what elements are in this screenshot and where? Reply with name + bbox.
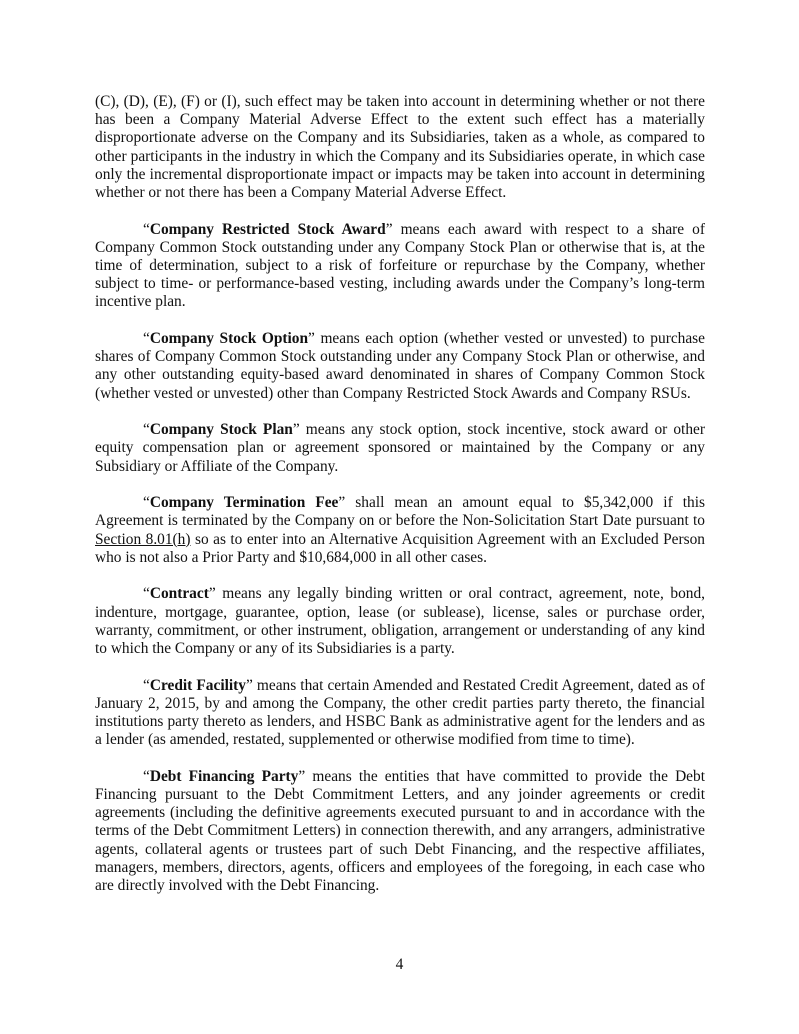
definition-body: means any legally binding written or oral contract, agreement, note, bond, indenture, mortgage, guarantee, option, lease (or sublease), license, sales or purchase order, warranty, commitment, or other instrument, obligation, arrangement or understanding of any kind to which the Company or any of its Subsidiaries is a party.	[95, 585, 705, 658]
close-quote: ”	[298, 767, 306, 785]
definition-company-stock-plan	[95, 421, 705, 476]
definition-body: means the entities that have committed to provide the Debt Financing pursuant to the Debt Commitment Letters, and any joinder agreements or credit agreements (including the definitive agreements executed pursuant to and in accordance with the terms of the Debt Commitment Letters) in connection therewith, and any arrangers, administrative agents, collateral agents or trustees part of such Debt Financing, and the respective affiliates, managers, members, directors, agents, officers and employees of the foregoing, in each case who are directly involved with the Debt Financing.	[95, 767, 705, 895]
definition-debt-financing-party	[95, 768, 705, 895]
close-quote: ”	[292, 421, 300, 439]
close-quote: ”	[338, 494, 346, 512]
open-quote: “	[143, 421, 150, 439]
definition-body: shall mean an amount equal to $5,342,000 if this Agreement is terminated by the Company on or before the Non-Solicitation Start Date pursuant to	[95, 494, 705, 530]
defined-term: Debt Financing Party	[149, 767, 299, 785]
definition-credit-facility	[95, 677, 705, 750]
section-reference-link[interactable]: Section 8.01(h)	[95, 530, 191, 548]
defined-term: Company Stock Plan	[149, 421, 293, 439]
open-quote: “	[143, 767, 150, 785]
close-quote: ”	[308, 330, 315, 348]
definition-body: means that certain Amended and Restated Credit Agreement, dated as of January 2, 2015, by and among the Company, the other credit parties party thereto, the financial institutions party thereto as lenders, and HSBC Bank as administrative agent for the lenders and as a lender (as amended, restated, supplemented or otherwise modified from time to time).	[95, 676, 705, 749]
definition-body: means each option (whether vested or unvested) to purchase shares of Company Common Stock outstanding under any Company Stock Plan or otherwise, and any other outstanding equity-based award denominated in shares of Company Common Stock (whether vested or unvested) other than Company Restricted Stock Awards and Company RSUs.	[95, 330, 705, 402]
definition-company-restricted-stock-award	[95, 221, 705, 312]
defined-term: Company Restricted Stock Award	[149, 220, 386, 238]
document-page	[95, 93, 705, 914]
defined-term: Company Termination Fee	[149, 494, 339, 512]
definition-contract	[95, 585, 705, 658]
page-number: 4	[395, 956, 404, 973]
open-quote: “	[143, 220, 150, 238]
definition-body: means each award with respect to a share of Company Common Stock outstanding under any Company Stock Plan or otherwise that is, at the time of determination, subject to a risk of forfeiture or repurchase by the Company, whether subject to time- or performance-based vesting, including awards under the Company’s long-term incentive plan.	[95, 220, 705, 311]
defined-term: Contract	[149, 585, 209, 603]
definition-company-termination-fee	[95, 494, 705, 567]
open-quote: “	[143, 585, 150, 603]
close-quote: ”	[385, 220, 393, 238]
defined-term: Credit Facility	[149, 676, 246, 694]
definition-body: means any stock option, stock incentive, stock award or other equity compensation plan or agreement sponsored or maintained by the Company or any Subsidiary or Affiliate of the Company.	[95, 421, 705, 475]
open-quote: “	[143, 676, 150, 694]
definition-body-continued: so as to enter into an Alternative Acquisition Agreement with an Excluded Person who is not also a Prior Party and $10,684,000 in all other cases.	[95, 530, 705, 566]
open-quote: “	[143, 330, 150, 348]
close-quote: ”	[245, 676, 253, 694]
close-quote: ”	[208, 585, 216, 603]
defined-term: Company Stock Option	[149, 330, 309, 348]
definition-company-stock-option	[95, 330, 705, 403]
open-quote: “	[143, 494, 150, 512]
intro-paragraph: (C), (D), (E), (F) or (I), such effect may be taken into account in determining whether or not there has been a Company Material Adverse Effect to the extent such effect has a materially disproportionate adverse on the Company and its Subsidiaries, taken as a whole, as compared to other participants in the industry in which the Company and its Subsidiaries operate, in which case only the incremental disproportionate impact or impacts may be taken into account in determining whether or not there has been a Company Material Adverse Effect.	[95, 93, 705, 202]
